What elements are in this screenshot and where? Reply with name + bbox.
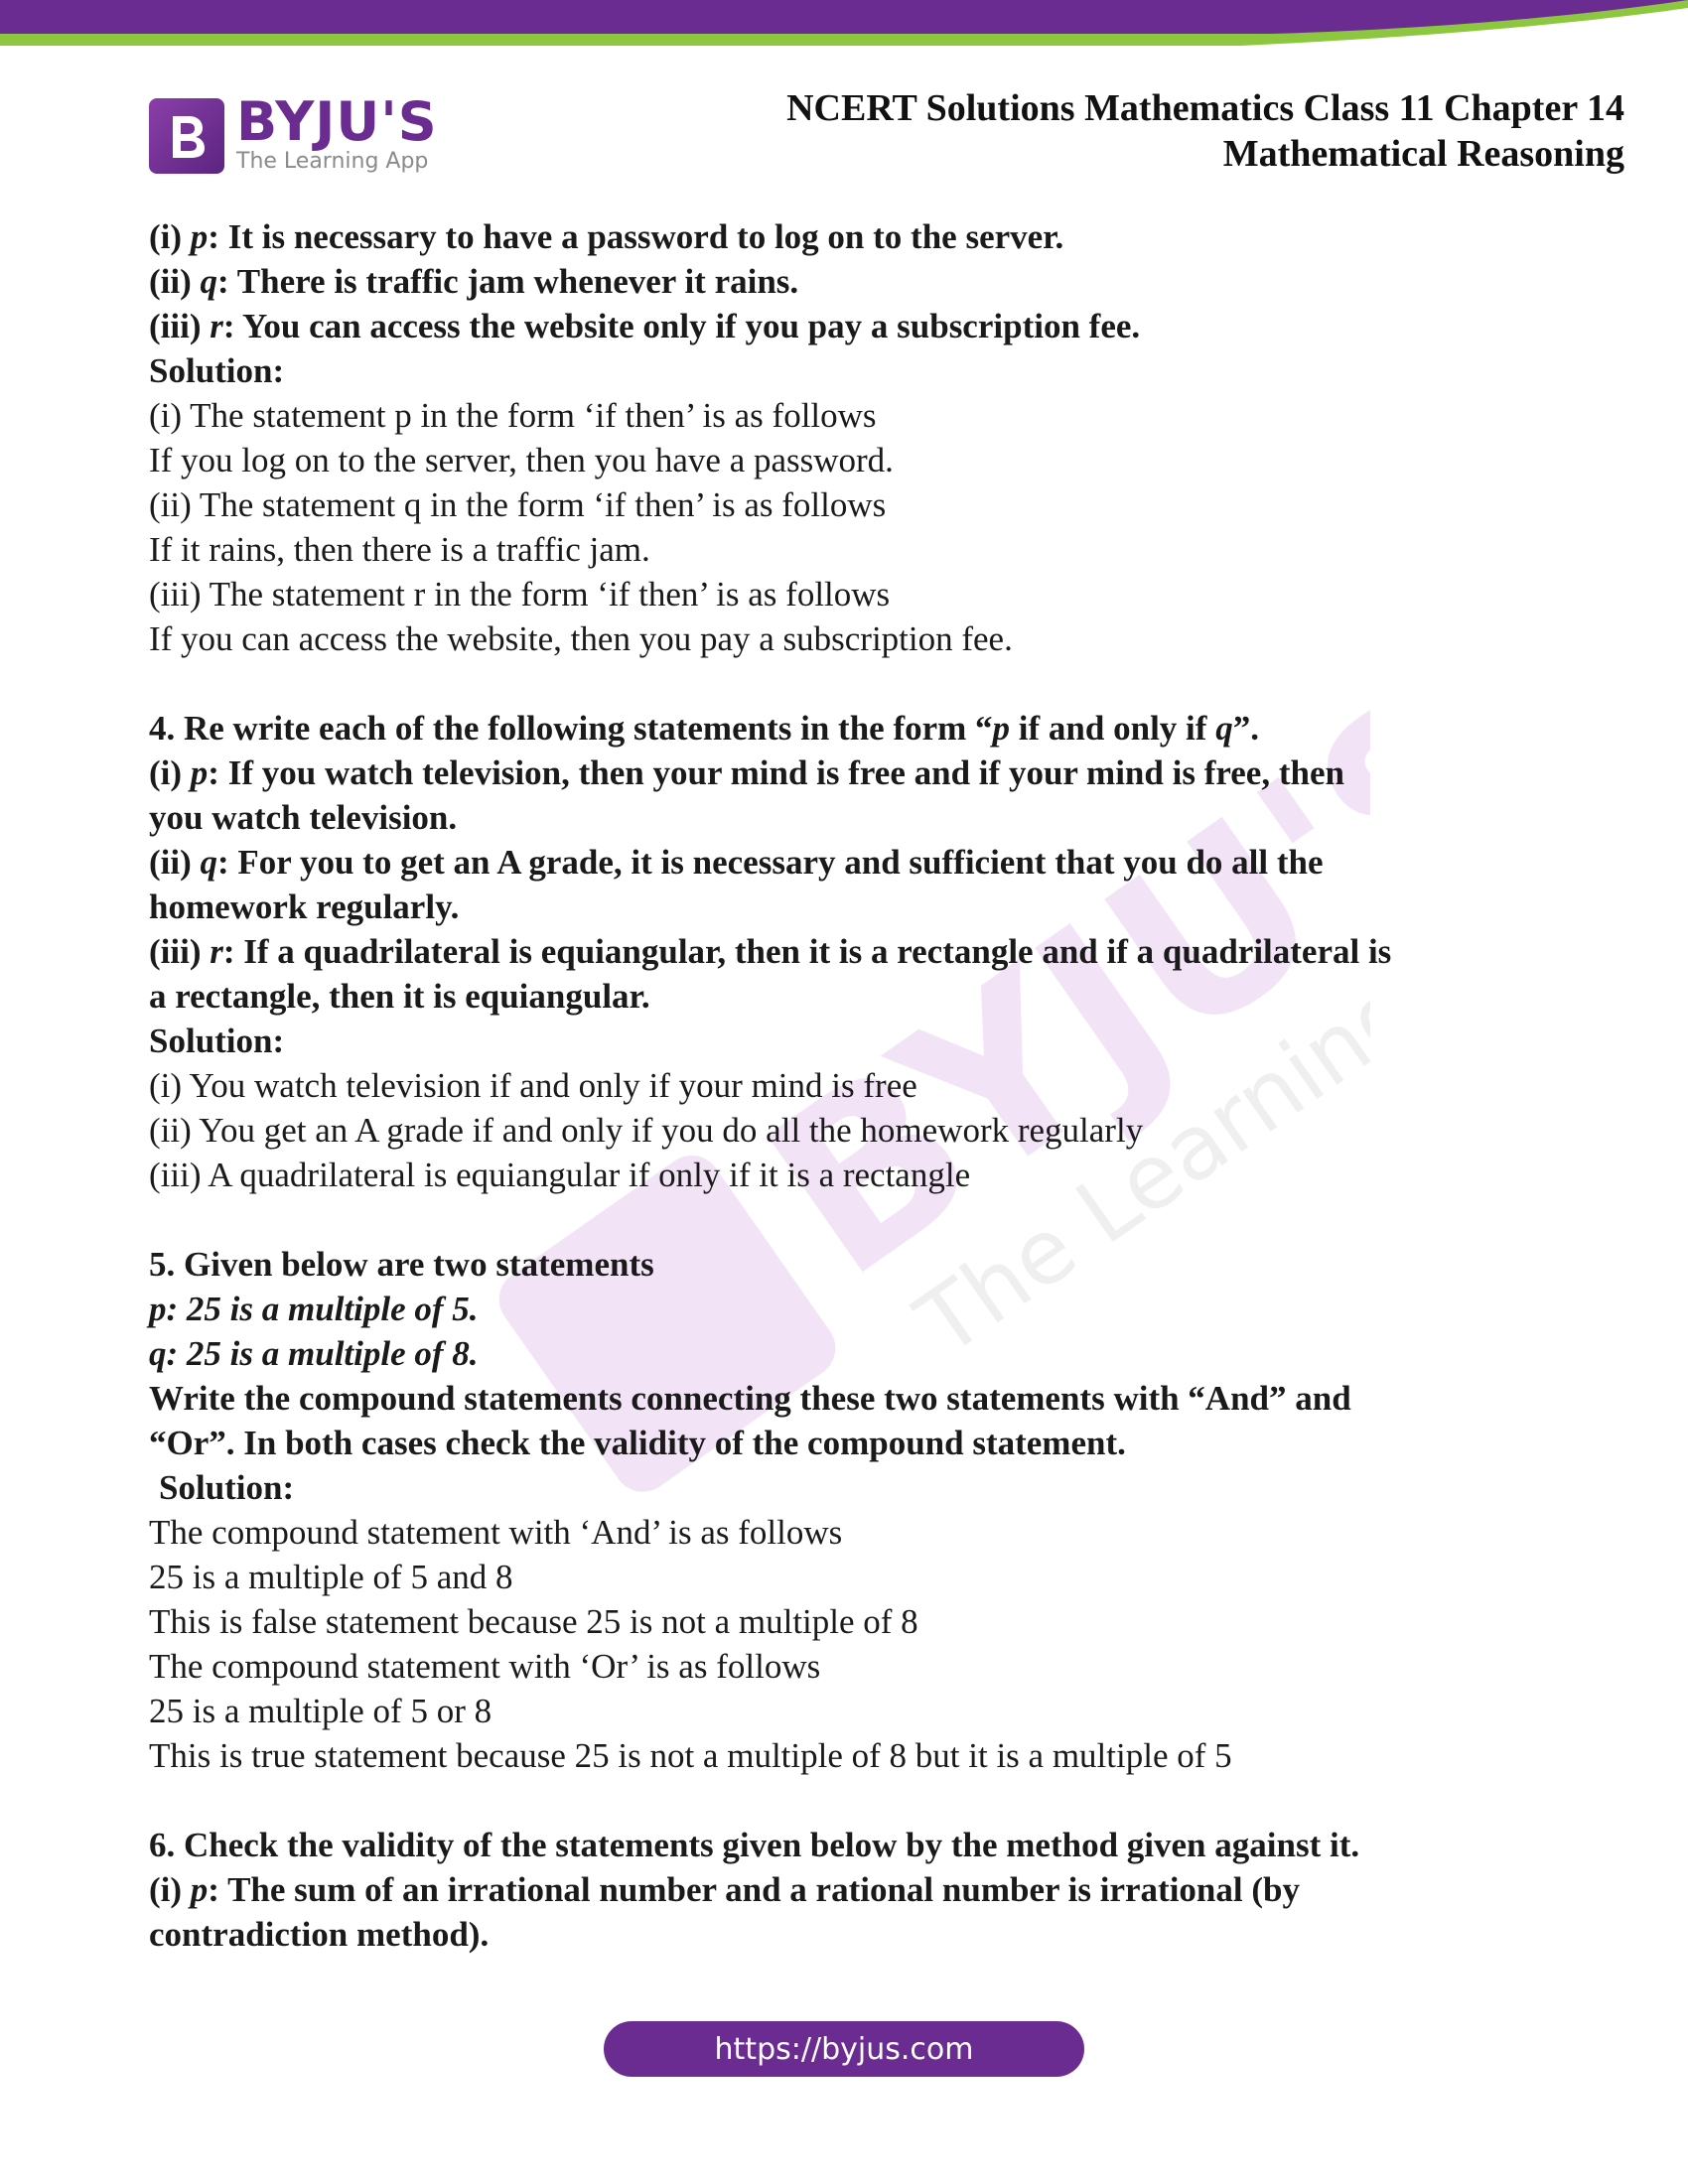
q3-solution-line: (iii) The statement r in the form ‘if then’ is as follows: [149, 575, 891, 614]
top-decorative-band: [0, 0, 1688, 60]
q5-statement-p: p: 25 is a multiple of 5.: [149, 1290, 479, 1328]
q3-statement-i: (i) p: It is necessary to have a password to log on to the server.: [149, 217, 1064, 256]
q5-solution-line: The compound statement with ‘And’ is as follows: [149, 1513, 843, 1552]
q5-solution-line: This is false statement because 25 is not a multiple of 8: [149, 1602, 918, 1641]
q3-solution-line: If you can access the website, then you pay a subscription fee.: [149, 619, 1013, 658]
q4-solution-label: Solution:: [149, 1022, 285, 1060]
q5-solution-label: Solution:: [159, 1468, 295, 1507]
q4-solution-line: (i) You watch television if and only if your mind is free: [149, 1066, 917, 1105]
svg-text:The Learning App: The Learning: [899, 957, 1370, 1377]
q6-statement-i: (i) p: The sum of an irrational number and a rational number is irrational (by: [149, 1870, 1300, 1909]
q4-statement-iii-cont: a rectangle, then it is equiangular.: [149, 977, 650, 1016]
q4-statement-iii: (iii) r: If a quadrilateral is equiangular, then it is a rectangle and if a quadrilateral is: [149, 932, 1392, 971]
page-content: [149, 214, 1559, 1957]
q3-solution-line: (i) The statement p in the form ‘if then’ is as follows: [149, 396, 877, 435]
q3-solution-line: If you log on to the server, then you have a password.: [149, 441, 894, 479]
q5-instruction: Write the compound statements connecting these two statements with “And” and: [149, 1379, 1351, 1418]
q4-solution-line: (ii) You get an A grade if and only if you do all the homework regularly: [149, 1111, 1144, 1150]
q5-solution-line: 25 is a multiple of 5 and 8: [149, 1558, 513, 1596]
q5-instruction-cont: “Or”. In both cases check the validity of the compound statement.: [149, 1424, 1126, 1462]
document-title: [786, 85, 1624, 177]
q3-solution-line: If it rains, then there is a traffic jam.: [149, 530, 650, 569]
q5-statement-q: q: 25 is a multiple of 8.: [149, 1334, 479, 1373]
footer-url-link[interactable]: https://byjus.com: [604, 2021, 1084, 2077]
q4-statement-i-cont: you watch television.: [149, 798, 458, 837]
byjus-logo: [149, 90, 438, 174]
q3-solution-line: (ii) The statement q in the form ‘if then’ is as follows: [149, 485, 887, 524]
q3-solution-label: Solution:: [149, 351, 285, 390]
svg-text:BYJU'S: BYJU'S: [724, 635, 1370, 1329]
q4-question: 4. Re write each of the following statements in the form “p if and only if q”.: [149, 709, 1259, 748]
logo-tagline: The Learning App: [236, 149, 429, 174]
title-line-2: Mathematical Reasoning: [1222, 133, 1624, 175]
q4-solution-line: (iii) A quadrilateral is equiangular if only if it is a rectangle: [149, 1156, 971, 1194]
q3-statement-iii: (iii) r: You can access the website only if you pay a subscription fee.: [149, 307, 1141, 345]
q5-solution-line: This is true statement because 25 is not a multiple of 8 but it is a multiple of 5: [149, 1736, 1232, 1775]
title-line-1: NCERT Solutions Mathematics Class 11 Chapter 14: [786, 87, 1624, 129]
q5-solution-line: The compound statement with ‘Or’ is as follows: [149, 1647, 821, 1686]
byjus-logo-icon: [149, 98, 224, 174]
logo-name: BYJU'S: [236, 90, 438, 153]
q3-statement-ii: (ii) q: There is traffic jam whenever it rains.: [149, 262, 799, 301]
q4-statement-ii-cont: homework regularly.: [149, 887, 460, 926]
q6-statement-i-cont: contradiction method).: [149, 1915, 490, 1954]
q5-title: 5. Given below are two statements: [149, 1245, 654, 1284]
q6-title: 6. Check the validity of the statements given below by the method given against it.: [149, 1826, 1360, 1864]
q4-statement-i: (i) p: If you watch television, then your mind is free and if your mind is free, then: [149, 753, 1344, 792]
q4-statement-ii: (ii) q: For you to get an A grade, it is necessary and sufficient that you do all the: [149, 843, 1324, 882]
q5-solution-line: 25 is a multiple of 5 or 8: [149, 1692, 492, 1730]
